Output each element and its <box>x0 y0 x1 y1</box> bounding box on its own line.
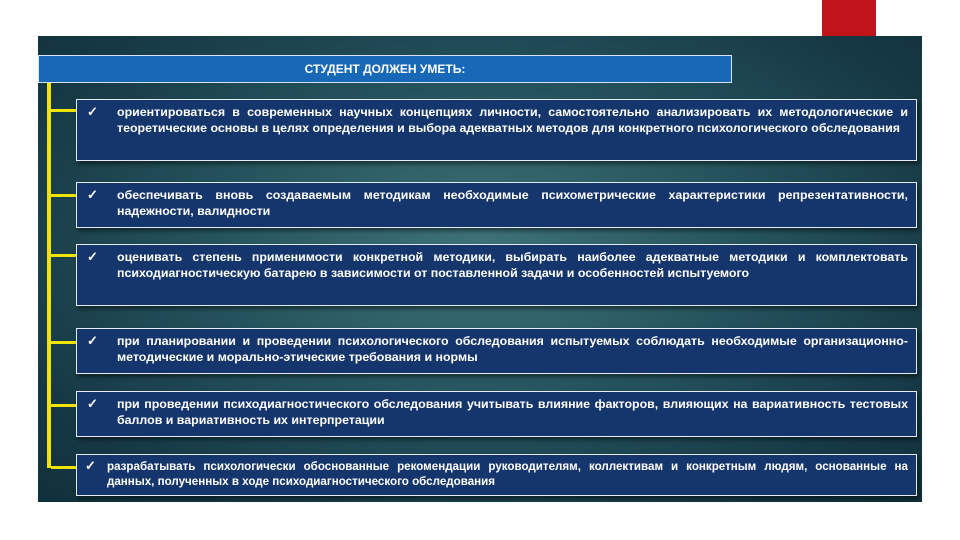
yellow-connector-line <box>47 83 51 468</box>
connector-tick <box>51 466 76 469</box>
checkmark-icon: ✓ <box>87 333 98 348</box>
skill-item-text: ориентироваться в современных научных концепциях личности, самостоятельно анализировать их методологические и теоретические основы в целях определения и выбора адекватных методов для конкретного психологического обследования <box>117 105 908 135</box>
connector-tick <box>51 194 76 197</box>
skill-item-text: оценивать степень применимости конкретной методики, выбирать наиболее адекватные методики и комплектовать психодиагностическую батарею в зависимости от поставленной задачи и особенностей испытуемого <box>117 250 908 280</box>
section-header-title: СТУДЕНТ ДОЛЖЕН УМЕТЬ: <box>304 62 466 76</box>
connector-tick <box>51 109 76 112</box>
checkmark-icon: ✓ <box>85 458 96 473</box>
skill-item <box>76 244 917 306</box>
skill-item-text: при проведении психодиагностического обследования учитывать влияние факторов, влияющих на вариативность тестовых баллов и вариативность их интерпретации <box>117 397 908 427</box>
connector-tick <box>51 404 76 407</box>
checkmark-icon: ✓ <box>87 396 98 411</box>
skill-item-text: обеспечивать вновь создаваемым методикам необходимые психометрические характеристики репрезентативности, надежности, валидности <box>117 188 908 218</box>
skill-item <box>76 391 917 437</box>
section-header <box>38 55 732 83</box>
connector-tick <box>51 341 76 344</box>
skill-item <box>76 328 917 374</box>
skill-item-text: при планировании и проведении психологического обследования испытуемых соблюдать необходимые организационно-методические и морально-этические требования и нормы <box>117 334 908 364</box>
skill-item-text: разрабатывать психологически обоснованные рекомендации руководителям, коллективам и конкретным людям, основанные на данных, полученных в ходе психодиагностического обследования <box>107 460 908 488</box>
skill-item <box>76 182 917 228</box>
connector-tick <box>51 254 76 257</box>
checkmark-icon: ✓ <box>87 187 98 202</box>
checkmark-icon: ✓ <box>87 104 98 119</box>
skill-item <box>76 99 917 161</box>
skill-item <box>76 454 917 496</box>
checkmark-icon: ✓ <box>87 249 98 264</box>
